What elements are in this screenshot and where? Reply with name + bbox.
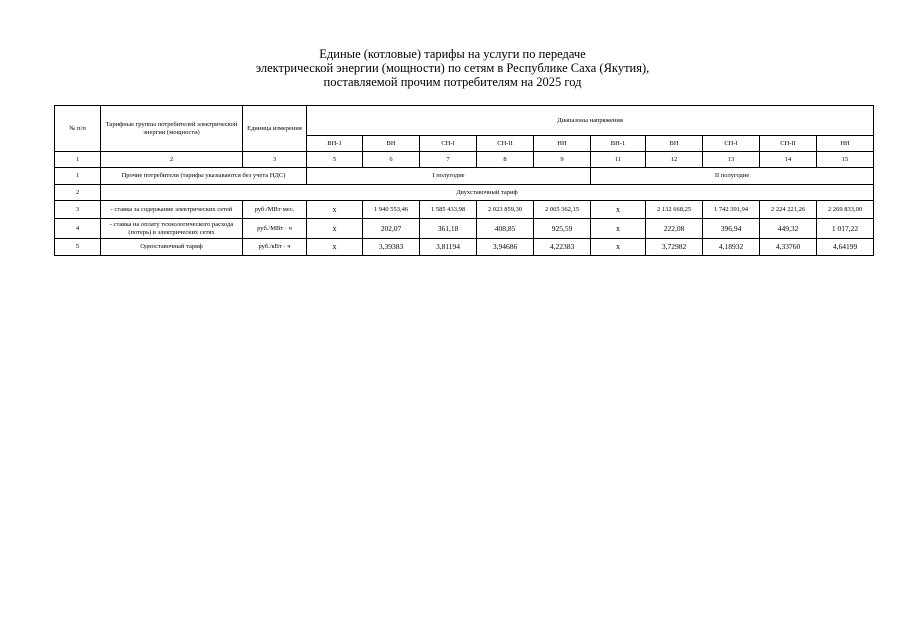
column-number-row [55,152,874,168]
column-number: 9 [534,152,591,168]
voltage-header: СН-I [420,136,477,152]
value-cell: 222,08 [646,219,703,239]
document-title [0,47,905,89]
row-label: Одноставочный тариф [101,239,243,256]
column-number: 6 [363,152,420,168]
table-row-single-rate [55,239,874,256]
value-cell: 3,81194 [420,239,477,256]
column-number: 14 [760,152,817,168]
half-year-1: I полугодие [307,168,591,185]
value-cell: 3,39383 [363,239,420,256]
half-year-2: II полугодие [591,168,874,185]
value-cell: 202,07 [363,219,420,239]
value-cell: 925,59 [534,219,591,239]
value-cell: х [591,239,646,256]
voltage-header: ВН-1 [591,136,646,152]
row-unit: руб./кВт · ч [243,239,307,256]
value-cell: 1 940 553,46 [363,201,420,219]
column-number: 1 [55,152,101,168]
column-number: 13 [703,152,760,168]
row-num: 1 [55,168,101,185]
header-groups: Тарифные группы потребителей электрической энергии (мощности) [101,106,243,152]
value-cell: х [591,201,646,219]
voltage-header: СН-II [477,136,534,152]
row-num: 5 [55,239,101,256]
column-number: 11 [591,152,646,168]
voltage-header: ВН [646,136,703,152]
value-cell: 1 017,22 [817,219,874,239]
header-row-1 [55,106,874,136]
column-number: 15 [817,152,874,168]
value-cell: 1 585 433,98 [420,201,477,219]
value-cell: 361,18 [420,219,477,239]
value-cell: 2 065 362,15 [534,201,591,219]
column-number: 5 [307,152,363,168]
table-row-two-rate [55,185,874,201]
column-number: 12 [646,152,703,168]
row-label: Двухставочный тариф [101,185,874,201]
voltage-header: НН [534,136,591,152]
value-cell: 2 023 859,30 [477,201,534,219]
header-ranges: Диапазоны напряжения [307,106,874,136]
value-cell: 4,64199 [817,239,874,256]
value-cell: 2 132 668,25 [646,201,703,219]
row-num: 2 [55,185,101,201]
table-row-other-consumers [55,168,874,185]
value-cell: х [307,239,363,256]
value-cell: 396,94 [703,219,760,239]
row-unit: руб./МВт·мес. [243,201,307,219]
header-unit: Единица измерения [243,106,307,152]
voltage-header: СН-I [703,136,760,152]
column-number: 7 [420,152,477,168]
column-number: 3 [243,152,307,168]
title-line-1: Единые (котловые) тарифы на услуги по передаче [319,47,586,61]
table-row-losses-rate [55,219,874,239]
voltage-header: ВН-1 [307,136,363,152]
tariff-table [54,105,874,256]
value-cell: 4,33760 [760,239,817,256]
value-cell: 1 742 391,94 [703,201,760,219]
title-line-2: электрической энергии (мощности) по сетям в Республике Саха (Якутия), [255,61,650,75]
value-cell: 4,18932 [703,239,760,256]
row-label: - ставка за содержание электрических сетей [101,201,243,219]
row-unit: руб./МВт · ч [243,219,307,239]
header-num: № п/п [55,106,101,152]
value-cell: х [307,201,363,219]
table-row-maintenance-rate [55,201,874,219]
value-cell: 3,72982 [646,239,703,256]
value-cell: 3,94686 [477,239,534,256]
column-number: 8 [477,152,534,168]
value-cell: 2 269 833,00 [817,201,874,219]
value-cell: х [591,219,646,239]
row-num: 4 [55,219,101,239]
value-cell: 408,85 [477,219,534,239]
row-num: 3 [55,201,101,219]
voltage-header: НН [817,136,874,152]
voltage-header: ВН [363,136,420,152]
value-cell: 449,32 [760,219,817,239]
column-number: 2 [101,152,243,168]
value-cell: х [307,219,363,239]
row-label: - ставка на оплату технологического расхода (потерь) в электрических сетях [101,219,243,239]
row-label: Прочие потребители (тарифы указываются без учета НДС) [101,168,307,185]
value-cell: 4,22383 [534,239,591,256]
value-cell: 2 224 221,26 [760,201,817,219]
title-line-3: поставляемой прочим потребителям на 2025 год [323,75,582,89]
voltage-header: СН-II [760,136,817,152]
